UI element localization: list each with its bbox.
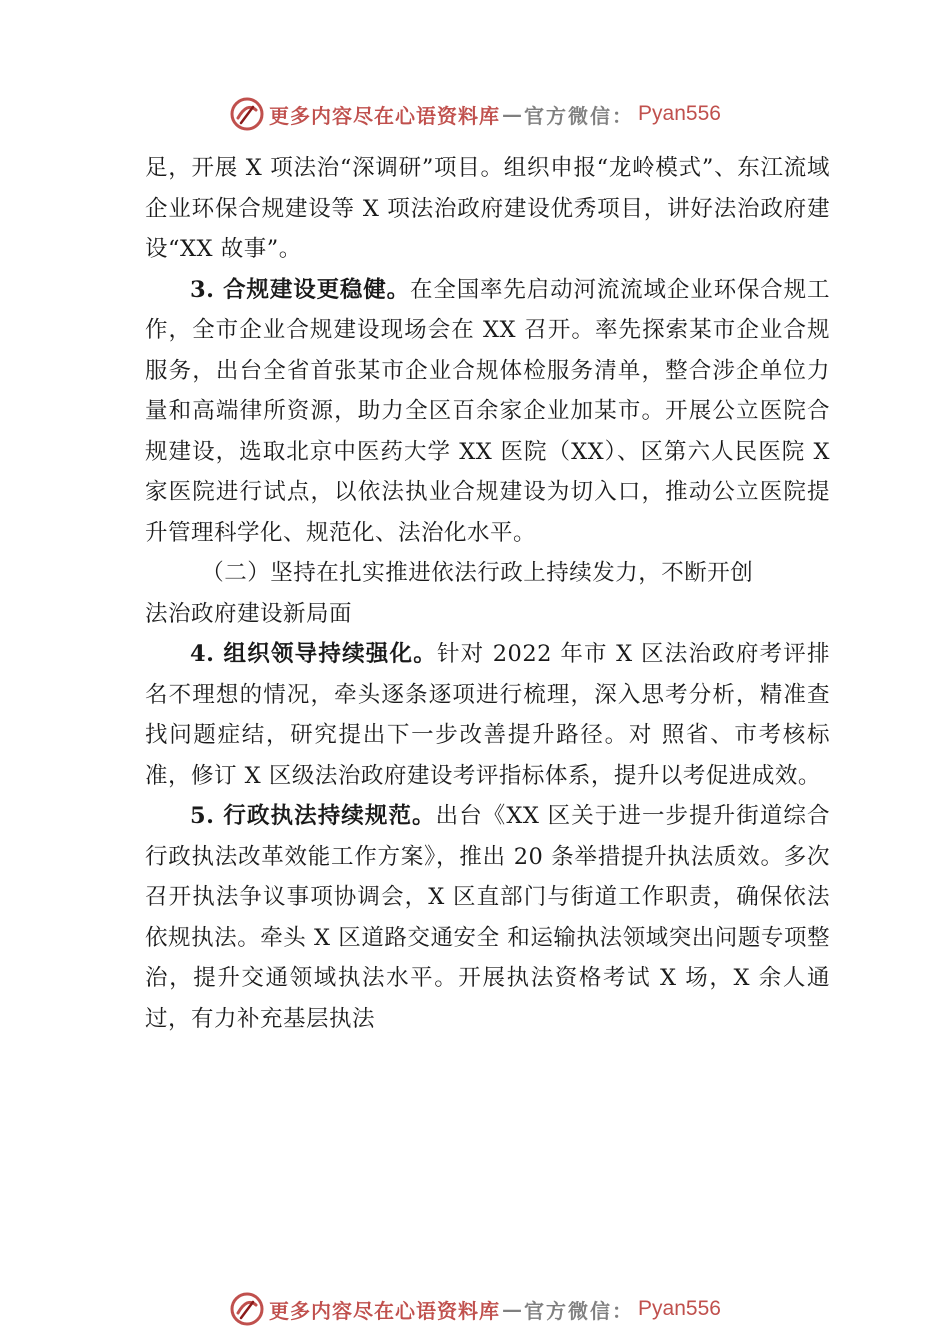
banner-label: 官方微信： [524, 1298, 635, 1323]
paragraph-leadership [145, 634, 830, 796]
header-banner [0, 92, 950, 136]
brand-logo-icon [229, 96, 265, 132]
banner-separator: — [502, 1297, 523, 1321]
paragraph-enforcement [145, 796, 830, 1039]
paragraph-text: 针对 2022 年市 X 区法治政府考评排名不理想的情况，牵头逐条逐项进行梳理，深入思考分析，精准查找问题症结，研究提出下一步改善提升路径。对 照省、市考核标准，修订 X 区级法治政府建设考评指标体系，提升以考促进成效。 [145, 641, 830, 789]
banner-text: 更多内容尽在心语资料库 [269, 1298, 501, 1323]
banner-separator: — [502, 102, 523, 126]
paragraph-continued: 足，开展 X 项法治“深调研”项目。组织申报“龙岭模式”、东江流域企业环保合规建设等 X 项法治政府建设优秀项目，讲好法治政府建设“XX 故事”。 [145, 155, 830, 262]
paragraph-text: 出台《XX 区关于进一步提升街道综合行政执法改革效能工作方案》，推出 20 条举措提升执法质效。多次召开执法争议事项协调会，X 区直部门与街道工作职责，确保依法依规执法。牵头 X 区道路交通安全 和运输执法领域突出问题专项整治，提升交通领域执法水平。开展执法资格考试 X 场，X 余人通过，有力补充基层执法 [145, 803, 830, 1032]
paragraph-heading: 4. 组织领导持续强化。 [190, 641, 437, 667]
banner-wechat-id: Pyan556 [638, 1297, 721, 1320]
banner-text: 更多内容尽在心语资料库 [269, 103, 501, 128]
paragraph-text: 在全国率先启动河流流域企业环保合规工作，全市企业合规建设现场会在 XX 召开。率先探索某市企业合规服务，出台全省首张某市企业合规体检服务清单，整合涉企单位力量和高端律所资源，助力全区百余家企业加某市。开展公立医院合规建设，选取北京中医药大学 XX 医院（XX）、区第六人民医院 X 家医院进行试点，以依法执业合规建设为切入口，推动公立医院提升管理科学化、规范化、法治化水平。 [145, 276, 830, 546]
banner-wechat-id: Pyan556 [638, 102, 721, 125]
section-heading-continued: 法治政府建设新局面 [145, 600, 353, 627]
paragraph-compliance [145, 270, 830, 554]
document-body [145, 148, 830, 1039]
banner-label: 官方微信： [524, 103, 635, 128]
paragraph-heading: 5. 行政执法持续规范。 [190, 803, 436, 829]
brand-logo-icon [229, 1291, 265, 1327]
paragraph-heading: 3. 合规建设更稳健。 [190, 276, 410, 303]
footer-banner [0, 1287, 950, 1331]
section-heading: （二）坚持在扎实推进依法行政上持续发力，不断开创 [201, 560, 754, 586]
